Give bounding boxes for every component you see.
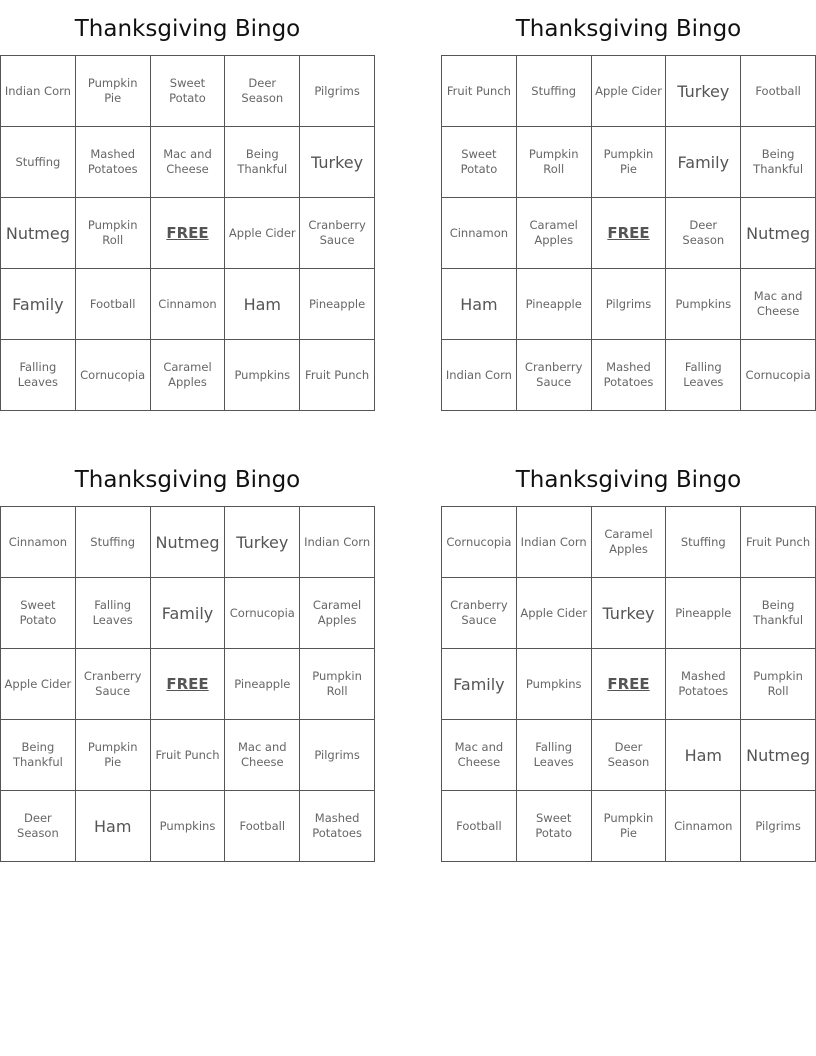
bingo-cell: Pilgrims	[300, 720, 375, 791]
bingo-cell: Apple Cider	[516, 578, 591, 649]
bingo-cell: Fruit Punch	[741, 507, 816, 578]
bingo-cell: Being Thankful	[741, 578, 816, 649]
bingo-cell: Mashed Potatoes	[75, 127, 150, 198]
bingo-cell: Falling Leaves	[75, 578, 150, 649]
grid-row	[1, 340, 375, 411]
bingo-cell: Cranberry Sauce	[442, 578, 517, 649]
free-space: FREE	[591, 198, 666, 269]
bingo-cell: Being Thankful	[741, 127, 816, 198]
bingo-grid	[0, 506, 375, 862]
bingo-cell: Stuffing	[1, 127, 76, 198]
grid-row	[442, 56, 816, 127]
bingo-cell: Pineapple	[666, 578, 741, 649]
bingo-cell: Deer Season	[666, 198, 741, 269]
bingo-cell: Caramel Apples	[300, 578, 375, 649]
grid-row	[442, 649, 816, 720]
bingo-cell: Nutmeg	[150, 507, 225, 578]
bingo-cell: Being Thankful	[1, 720, 76, 791]
bingo-cell: Stuffing	[516, 56, 591, 127]
bingo-cell: Apple Cider	[591, 56, 666, 127]
bingo-cell: Cornucopia	[225, 578, 300, 649]
grid-row	[442, 720, 816, 791]
bingo-cell: Indian Corn	[516, 507, 591, 578]
bingo-cell: Ham	[442, 269, 517, 340]
bingo-cell: Pilgrims	[300, 56, 375, 127]
bingo-cell: Pineapple	[300, 269, 375, 340]
bingo-cell: Ham	[666, 720, 741, 791]
bingo-cell: Pineapple	[225, 649, 300, 720]
bingo-cell: Fruit Punch	[300, 340, 375, 411]
bingo-cell: Pumpkin Roll	[741, 649, 816, 720]
bingo-cell: Sweet Potato	[516, 791, 591, 862]
bingo-cell: Deer Season	[591, 720, 666, 791]
bingo-grid	[441, 55, 816, 411]
bingo-card	[0, 0, 375, 411]
bingo-cell: Cinnamon	[666, 791, 741, 862]
free-space: FREE	[591, 649, 666, 720]
bingo-cell: Mac and Cheese	[150, 127, 225, 198]
grid-row	[1, 56, 375, 127]
bingo-cell: Cinnamon	[442, 198, 517, 269]
bingo-cell: Mac and Cheese	[442, 720, 517, 791]
bingo-cell: Pumpkin Roll	[300, 649, 375, 720]
bingo-grid	[0, 55, 375, 411]
grid-row	[442, 340, 816, 411]
bingo-cell: Cornucopia	[75, 340, 150, 411]
grid-row	[1, 198, 375, 269]
bingo-cell: Football	[741, 56, 816, 127]
bingo-cell: Being Thankful	[225, 127, 300, 198]
bingo-cell: Mashed Potatoes	[591, 340, 666, 411]
bingo-cell: Mashed Potatoes	[300, 791, 375, 862]
bingo-cell: Indian Corn	[442, 340, 517, 411]
bingo-grid	[441, 506, 816, 862]
bingo-cell: Apple Cider	[1, 649, 76, 720]
grid-row	[442, 507, 816, 578]
bingo-cell: Sweet Potato	[442, 127, 517, 198]
bingo-cell: Turkey	[666, 56, 741, 127]
bingo-cell: Mac and Cheese	[741, 269, 816, 340]
free-space: FREE	[150, 649, 225, 720]
bingo-cell: Cranberry Sauce	[516, 340, 591, 411]
grid-row	[1, 578, 375, 649]
bingo-cell: Pilgrims	[591, 269, 666, 340]
bingo-cell: Family	[1, 269, 76, 340]
free-space: FREE	[150, 198, 225, 269]
bingo-cell: Indian Corn	[1, 56, 76, 127]
bingo-cell: Mashed Potatoes	[666, 649, 741, 720]
bingo-cell: Turkey	[591, 578, 666, 649]
bingo-cell: Pumpkins	[150, 791, 225, 862]
bingo-cell: Deer Season	[1, 791, 76, 862]
bingo-cell: Nutmeg	[741, 720, 816, 791]
grid-row	[1, 507, 375, 578]
grid-row	[442, 791, 816, 862]
bingo-cell: Pumpkin Roll	[516, 127, 591, 198]
grid-row	[442, 578, 816, 649]
bingo-cell: Cornucopia	[442, 507, 517, 578]
grid-row	[1, 720, 375, 791]
bingo-cell: Falling Leaves	[1, 340, 76, 411]
grid-row	[442, 269, 816, 340]
card-title: Thanksgiving Bingo	[74, 467, 301, 493]
bingo-cell: Falling Leaves	[516, 720, 591, 791]
bingo-cell: Ham	[225, 269, 300, 340]
grid-row	[1, 649, 375, 720]
grid-row	[1, 791, 375, 862]
bingo-cell: Pumpkins	[516, 649, 591, 720]
bingo-cell: Cinnamon	[1, 507, 76, 578]
bingo-cell: Family	[666, 127, 741, 198]
bingo-cell: Fruit Punch	[442, 56, 517, 127]
grid-row	[442, 127, 816, 198]
bingo-cell: Cornucopia	[741, 340, 816, 411]
bingo-cell: Nutmeg	[741, 198, 816, 269]
bingo-card	[0, 451, 375, 862]
bingo-cell: Apple Cider	[225, 198, 300, 269]
card-title: Thanksgiving Bingo	[515, 467, 742, 493]
bingo-cell: Turkey	[300, 127, 375, 198]
bingo-cell: Pumpkin Pie	[591, 127, 666, 198]
bingo-cell: Sweet Potato	[1, 578, 76, 649]
bingo-cell: Cranberry Sauce	[75, 649, 150, 720]
bingo-cell: Turkey	[225, 507, 300, 578]
bingo-cell: Stuffing	[666, 507, 741, 578]
bingo-card	[441, 0, 816, 411]
bingo-cell: Caramel Apples	[150, 340, 225, 411]
bingo-cell: Football	[225, 791, 300, 862]
grid-row	[442, 198, 816, 269]
bingo-cell: Pineapple	[516, 269, 591, 340]
bingo-cell: Sweet Potato	[150, 56, 225, 127]
bingo-cell: Pumpkins	[666, 269, 741, 340]
bingo-cell: Caramel Apples	[591, 507, 666, 578]
bingo-cell: Family	[150, 578, 225, 649]
bingo-cell: Deer Season	[225, 56, 300, 127]
bingo-cell: Football	[442, 791, 517, 862]
bingo-card	[441, 451, 816, 862]
bingo-cell: Falling Leaves	[666, 340, 741, 411]
bingo-cell: Pumpkins	[225, 340, 300, 411]
bingo-cell: Cranberry Sauce	[300, 198, 375, 269]
bingo-cell: Nutmeg	[1, 198, 76, 269]
grid-row	[1, 127, 375, 198]
card-title: Thanksgiving Bingo	[74, 16, 301, 42]
bingo-cell: Ham	[75, 791, 150, 862]
bingo-cell: Pilgrims	[741, 791, 816, 862]
card-title: Thanksgiving Bingo	[515, 16, 742, 42]
bingo-cell: Indian Corn	[300, 507, 375, 578]
bingo-cell: Pumpkin Roll	[75, 198, 150, 269]
bingo-cell: Pumpkin Pie	[75, 56, 150, 127]
bingo-cell: Family	[442, 649, 517, 720]
grid-row	[1, 269, 375, 340]
bingo-cell: Fruit Punch	[150, 720, 225, 791]
bingo-cell: Pumpkin Pie	[75, 720, 150, 791]
bingo-cell: Cinnamon	[150, 269, 225, 340]
bingo-cell: Pumpkin Pie	[591, 791, 666, 862]
bingo-cell: Football	[75, 269, 150, 340]
bingo-cell: Caramel Apples	[516, 198, 591, 269]
bingo-cell: Mac and Cheese	[225, 720, 300, 791]
bingo-cell: Stuffing	[75, 507, 150, 578]
